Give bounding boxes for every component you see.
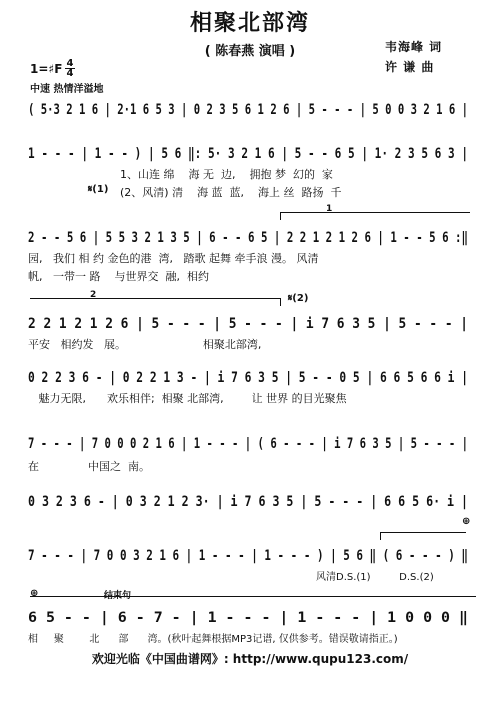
key-signature: 1=♯F xyxy=(30,62,63,76)
time-top: 4 xyxy=(66,58,74,69)
ending-phrase-bracket xyxy=(30,596,476,597)
segno-marker-1: 𝄋(1) xyxy=(88,184,109,195)
score-system-2 xyxy=(28,142,476,164)
notes-system-9: 6 5 - - | 6 - 7 - | 1 - - - | 1 - - - | 1 0 0 0 ‖ xyxy=(28,610,469,626)
notes-system-5: 0 2 2 3 6 - | 0 2 2 1 3 - | i 7 6 3 5 | 5 - - 0 5 | 6 6 5 6 6 i | xyxy=(28,370,468,386)
lyrics-verse-1-line-1: 1、山连 绵 海 无 边, 拥抱 梦 幻的 家 xyxy=(120,168,333,181)
notes-system-3: 2 - - 5 6 | 5 5 3 2 1 3 5 | 6 - - 6 5 | 2 2 1 2 1 2 6 | 1 - - 5 6 :‖ xyxy=(28,230,468,246)
lyrics-line-5: 魅力无限, 欢乐相伴; 相聚 北部湾, 让 世界 的目光聚焦 xyxy=(28,392,347,405)
tempo-marking: 中速 热情洋溢地 xyxy=(30,84,104,95)
notes-system-6: 7 - - - | 7 0 0 0 2 1 6 | 1 - - - | ( 6 - - - | i 7 6 3 5 | 5 - - - | xyxy=(28,436,468,452)
volta-bracket-1 xyxy=(280,212,470,213)
ds-instructions: 风清D.S.(1) D.S.(2) xyxy=(316,572,434,583)
composer-credit: 许 谦 曲 xyxy=(385,60,435,74)
lyrics-verse-2-line-1: (2、风清) 清 海 蓝 蓝, 海上 丝 路扬 千 xyxy=(120,186,342,199)
score-system-5 xyxy=(28,366,476,388)
singer-credit: ( 陈春燕 演唱 ) xyxy=(204,44,296,59)
lyrics-line-4: 平安 相约发 展。 相聚北部湾, xyxy=(28,338,262,351)
time-bottom: 4 xyxy=(66,68,74,79)
lyrics-verse-2-line-2: 帆, 一带一 路 与世界交 融, 相约 xyxy=(28,270,209,283)
score-system-7 xyxy=(28,490,476,512)
notes-system-4: 2 2 1 2 1 2 6 | 5 - - - | 5 - - - | i 7 6 3 5 | 5 - - - | xyxy=(28,316,468,332)
volta-label-2: 2 xyxy=(90,290,97,300)
notes-system-7: 0 3 2 3 6 - | 0 3 2 1 2 3· | i 7 6 3 5 | 5 - - - | 6 6 5 6· i | xyxy=(28,494,468,510)
song-title: 相聚北部湾 xyxy=(189,11,310,36)
score-system-3 xyxy=(28,226,476,248)
volta-bracket-2 xyxy=(30,298,280,299)
segno-marker-2: 𝄋(2) xyxy=(288,293,309,304)
volta-label-1: 1 xyxy=(326,204,333,214)
notes-system-2: 1 - - - | 1 - - ) | 5 6 ‖: 5· 3 2 1 6 | 5 - - 6 5 | 1· 2 3 5 6 3 | xyxy=(28,146,468,162)
coda-bracket xyxy=(380,532,466,533)
site-footer: 欢迎光临《中国曲谱网》: http://www.qupu123.com/ xyxy=(91,652,409,666)
ending-phrase-label: 结束句 xyxy=(104,591,132,601)
lyrics-verse-1-line-2: 园, 我们 相 约 金色的港 湾, 踏歌 起舞 牵手浪 漫。 风清 xyxy=(28,252,319,265)
coda-marker-1: ⊕ xyxy=(462,516,471,527)
score-system-6 xyxy=(28,432,476,454)
score-system-8 xyxy=(28,544,476,566)
coda-marker-2: ⊕ xyxy=(30,588,39,599)
lyricist-credit: 韦海峰 词 xyxy=(385,40,443,54)
notes-system-1: ( 5·3 2 1 6 | 2·1 6 5 3 | 0 2 3 5 6 1 2 6 | 5 - - - | 5 0 0 3 2 1 6 | xyxy=(28,102,468,118)
lyrics-line-6: 在 中国之 南。 xyxy=(28,460,150,473)
score-system-9 xyxy=(28,606,476,628)
notes-system-8: 7 - - - | 7 0 0 3 2 1 6 | 1 - - - | 1 - - - ) | 5 6 ‖ ( 6 - - - ) ‖ xyxy=(28,548,468,564)
score-system-1 xyxy=(28,98,476,120)
time-signature xyxy=(64,59,76,78)
score-system-4 xyxy=(28,312,476,334)
lyrics-final-line: 相 聚 北 部 湾。(秋叶起舞根据MP3记谱, 仅供参考。错误敬请指正。) xyxy=(28,634,398,645)
